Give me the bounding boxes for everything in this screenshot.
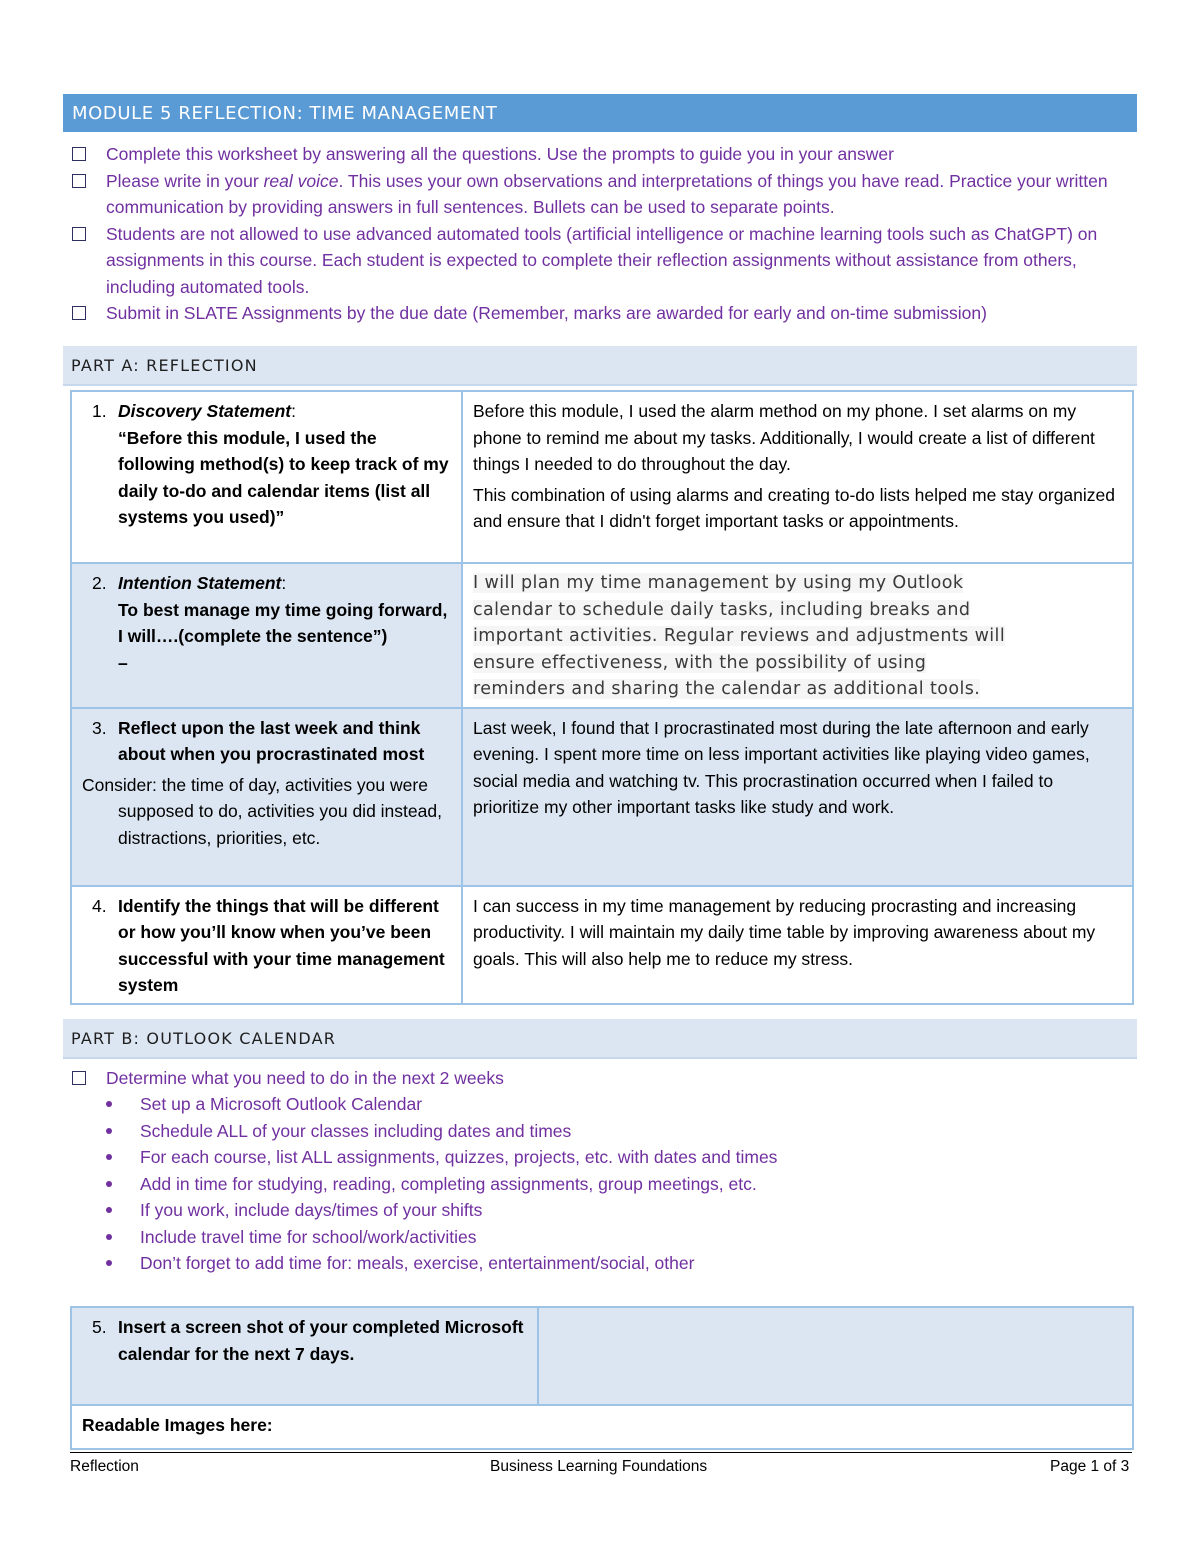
- answer-text: Last week, I found that I procrastinated most during the late afternoon and early evening. I spent more time on less important activities like playing video games, social media and watching tv. This procrastination occurred when I failed to prioritize my other important tasks like study and work.: [473, 717, 1090, 817]
- answer-cell[interactable]: [462, 563, 1133, 708]
- question-number: 4.: [92, 895, 107, 916]
- table-row: [71, 563, 1133, 708]
- list-item: Set up a Microsoft Outlook Calendar: [100, 1091, 1100, 1118]
- bullet-icon: [106, 1181, 112, 1187]
- instruction-item: Submit in SLATE Assignments by the due date (Remember, marks are awarded for early and on-time submission): [70, 300, 1130, 327]
- answer-cell[interactable]: [462, 886, 1133, 1004]
- answer-line: reminders and sharing the calendar as additional tools.: [473, 679, 981, 699]
- question-number: 3.: [92, 717, 107, 738]
- screenshot-drop-cell[interactable]: [538, 1307, 1133, 1405]
- bullet-icon: [106, 1128, 112, 1134]
- part-a-heading: PART A: REFLECTION: [63, 346, 1137, 386]
- list-item: Schedule ALL of your classes including dates and times: [100, 1118, 1100, 1145]
- answer-line: calendar to schedule daily tasks, including breaks and: [473, 599, 971, 620]
- part-b-bullets: [100, 1091, 1100, 1277]
- instruction-item: Determine what you need to do in the next 2 weeks: [70, 1065, 1130, 1092]
- answer-line: I will plan my time management by using my Outlook: [473, 573, 964, 593]
- table-row: [71, 391, 1133, 563]
- question-cell: 2. Intention Statement: To best manage my time going forward, I will….(complete the sentence”) –: [71, 563, 462, 708]
- list-item: If you work, include days/times of your shifts: [100, 1197, 1100, 1224]
- answer-text: This combination of using alarms and creating to-do lists helped me stay organized and ensure that I didn't forget important tasks or appointments.: [473, 484, 1116, 531]
- answer-cell[interactable]: [462, 708, 1133, 886]
- footer-divider: [70, 1452, 1132, 1453]
- checkbox-icon[interactable]: [72, 227, 86, 241]
- instruction-item: Please write in your real voice. This uses your own observations and interpretations of things you have read. Practice your written communication by providing answers in full sentences. Bullets can be used to separate points.: [70, 168, 1130, 221]
- question-cell: [71, 1307, 538, 1405]
- part-b-checklist: [70, 1065, 1130, 1092]
- question-cell: [71, 708, 462, 886]
- page-title: MODULE 5 REFLECTION: TIME MANAGEMENT: [72, 102, 498, 124]
- question-number: 2.: [92, 573, 107, 593]
- checkbox-icon[interactable]: [72, 1071, 86, 1085]
- question-cell: [71, 886, 462, 1004]
- answer-cell[interactable]: [462, 391, 1133, 563]
- checkbox-icon[interactable]: [72, 306, 86, 320]
- question-number: 5.: [92, 1317, 107, 1337]
- answer-line: important activities. Regular reviews and adjustments will: [473, 626, 1006, 646]
- question-prompt: To best manage my time going forward, I will….(complete the sentence”): [118, 599, 448, 646]
- question-prompt: “Before this module, I used the following method(s) to keep track of my daily to-do and calendar items (list all systems you used)”: [118, 427, 449, 527]
- question-prompt: Reflect upon the last week and think about when you procrastinated most: [118, 717, 425, 764]
- bullet-icon: [106, 1234, 112, 1240]
- images-cell[interactable]: [71, 1405, 1133, 1449]
- list-item: For each course, list ALL assignments, quizzes, projects, etc. with dates and times: [100, 1144, 1100, 1171]
- question-hint: Consider: the time of day, activities you were supposed to do, activities you did instead, distractions, priorities, etc.: [82, 774, 442, 848]
- images-label: Readable Images here:: [82, 1415, 273, 1435]
- bullet-icon: [106, 1207, 112, 1213]
- bullet-icon: [106, 1154, 112, 1160]
- footer-center: Business Learning Foundations: [490, 1458, 708, 1475]
- footer-left: Reflection: [70, 1458, 139, 1475]
- reflection-table: [70, 390, 1134, 1005]
- footer-page-number: Page 1 of 3: [1050, 1458, 1130, 1475]
- question-number: 1.: [92, 401, 107, 421]
- bullet-icon: [106, 1101, 112, 1107]
- list-item: Don’t forget to add time for: meals, exercise, entertainment/social, other: [100, 1250, 1100, 1277]
- screenshot-table: [70, 1306, 1134, 1450]
- checkbox-icon[interactable]: [72, 147, 86, 161]
- question-label: Discovery Statement: [118, 401, 292, 421]
- table-row: [71, 1405, 1133, 1449]
- question-label: Intention Statement: [118, 573, 282, 593]
- question-prompt: Insert a screen shot of your completed Microsoft calendar for the next 7 days.: [118, 1317, 524, 1364]
- list-item: Add in time for studying, reading, completing assignments, group meetings, etc.: [100, 1171, 1100, 1198]
- instructions-list: [70, 141, 1130, 327]
- question-prompt: Identify the things that will be different or how you’ll know when you’ve been successful with your time management system: [118, 895, 445, 995]
- answer-text: Before this module, I used the alarm method on my phone. I set alarms on my phone to remind me about my tasks. Additionally, I would create a list of different things I needed to do throughout the day.: [473, 401, 1095, 474]
- table-row: [71, 886, 1133, 1004]
- answer-text: I can success in my time management by reducing procrasting and increasing productivity. I will maintain my daily time table by improving awareness about my goals. This will also help me to reduce my stress.: [473, 895, 1096, 969]
- title-banner: [63, 94, 1137, 132]
- instruction-item: Students are not allowed to use advanced automated tools (artificial intelligence or machine learning tools such as ChatGPT) on assignments in this course. Each student is expected to complete their reflection assignments without assistance from others, including automated tools.: [70, 221, 1130, 301]
- table-row: [71, 1307, 1133, 1405]
- answer-line: ensure effectiveness, with the possibility of using: [473, 652, 927, 673]
- checkbox-icon[interactable]: [72, 174, 86, 188]
- question-trailer: –: [118, 652, 128, 673]
- bullet-icon: [106, 1260, 112, 1266]
- table-row: [71, 708, 1133, 886]
- instruction-item: Complete this worksheet by answering all the questions. Use the prompts to guide you in your answer: [70, 141, 1130, 168]
- list-item: Include travel time for school/work/activities: [100, 1224, 1100, 1251]
- question-cell: 1. Discovery Statement: “Before this module, I used the following method(s) to keep track of my daily to-do and calendar items (list all systems you used)”: [71, 391, 462, 563]
- part-b-heading: PART B: OUTLOOK CALENDAR: [63, 1019, 1137, 1059]
